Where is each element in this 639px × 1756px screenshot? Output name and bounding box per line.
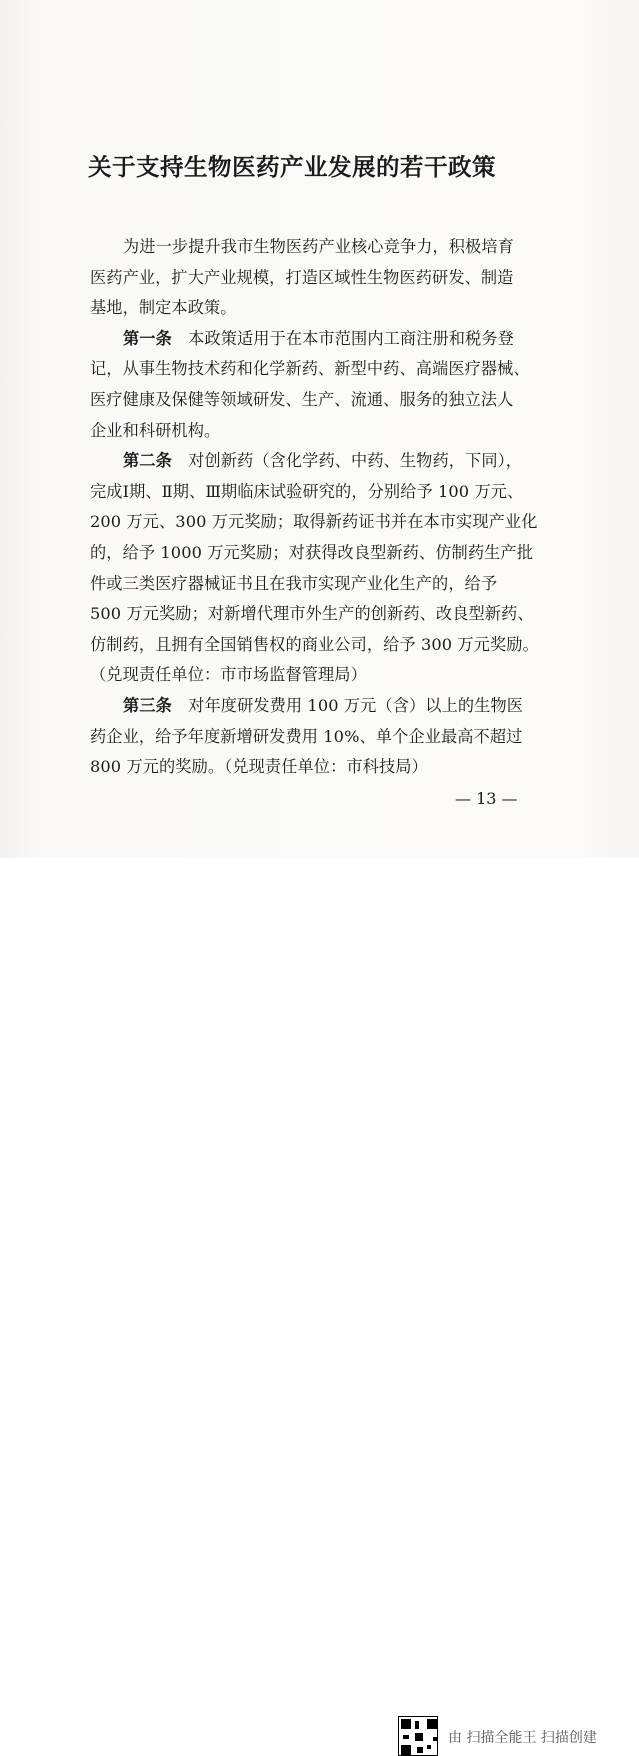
qr-code-icon (398, 1716, 438, 1756)
line-text: 仿制药，且拥有全国销售权的商业公司，给予 300 万元奖励。 (90, 634, 539, 654)
scanner-footer (0, 858, 639, 1746)
line-text: 记，从事生物技术药和化学新药、新型中药、高端医疗器械、 (90, 359, 530, 379)
body-line (123, 233, 553, 257)
line-text: 基地，制定本政策。 (90, 298, 237, 318)
line-text: 本政策适用于在本市范围内工商注册和税务登 (171, 328, 514, 348)
body-line (90, 631, 552, 655)
body-line (90, 723, 552, 747)
page-number: — 13 — (455, 789, 518, 808)
line-text: 对创新药（含化学药、中药、生物药，下同）， (171, 451, 523, 471)
body-line (90, 417, 552, 441)
line-text: 200 万元、300 万元奖励；取得新药证书并在本市实现产业化 (90, 512, 538, 532)
body-line (123, 325, 553, 349)
document-title: 关于支持生物医药产业发展的若干政策 (88, 153, 496, 181)
body-line (123, 447, 553, 471)
article-heading: 第二条 (123, 451, 172, 471)
line-text: 800 万元的奖励。（兑现责任单位：市科技局） (90, 757, 428, 777)
article-heading: 第三条 (123, 696, 172, 715)
body-line (90, 264, 552, 288)
line-text: （兑现责任单位：市市场监督管理局） (90, 665, 367, 685)
document-page (0, 0, 639, 858)
line-text: 的，给予 1000 万元奖励；对获得改良型新药、仿制药生产批 (90, 543, 533, 562)
line-text: 药企业，给予年度新增研发费用 10%、单个企业最高不超过 (90, 726, 523, 746)
body-line (90, 753, 552, 777)
line-text: 医药产业，扩大产业规模，打造区域性生物医药研发、制造 (90, 267, 514, 287)
article-heading: 第一条 (123, 328, 172, 348)
line-text: 500 万元奖励；对新增代理市外生产的创新药、改良型新药、 (90, 604, 534, 624)
body-line (90, 386, 552, 410)
line-text: 对年度研发费用 100 万元（含）以上的生物医 (171, 696, 524, 715)
body-line (90, 539, 552, 563)
body-line (90, 508, 552, 532)
body-line (123, 692, 553, 716)
body-line (90, 600, 552, 624)
scanner-watermark: 由 扫描全能王 扫描创建 (448, 1730, 597, 1746)
body-line (90, 294, 552, 318)
line-text: 为进一步提升我市生物医药产业核心竞争力，积极培育 (123, 237, 514, 256)
line-text: 件或三类医疗器械证书且在我市实现产业化生产的，给予 (90, 573, 498, 593)
body-line (90, 570, 552, 594)
body-line (90, 355, 552, 379)
body-line (90, 478, 552, 502)
body-line (90, 661, 552, 685)
line-text: 医疗健康及保健等领域研发、生产、流通、服务的独立法人 (90, 390, 514, 409)
line-text: 企业和科研机构。 (90, 420, 221, 440)
line-text: 完成Ⅰ期、Ⅱ期、Ⅲ期临床试验研究的，分别给予 100 万元、 (90, 481, 524, 501)
